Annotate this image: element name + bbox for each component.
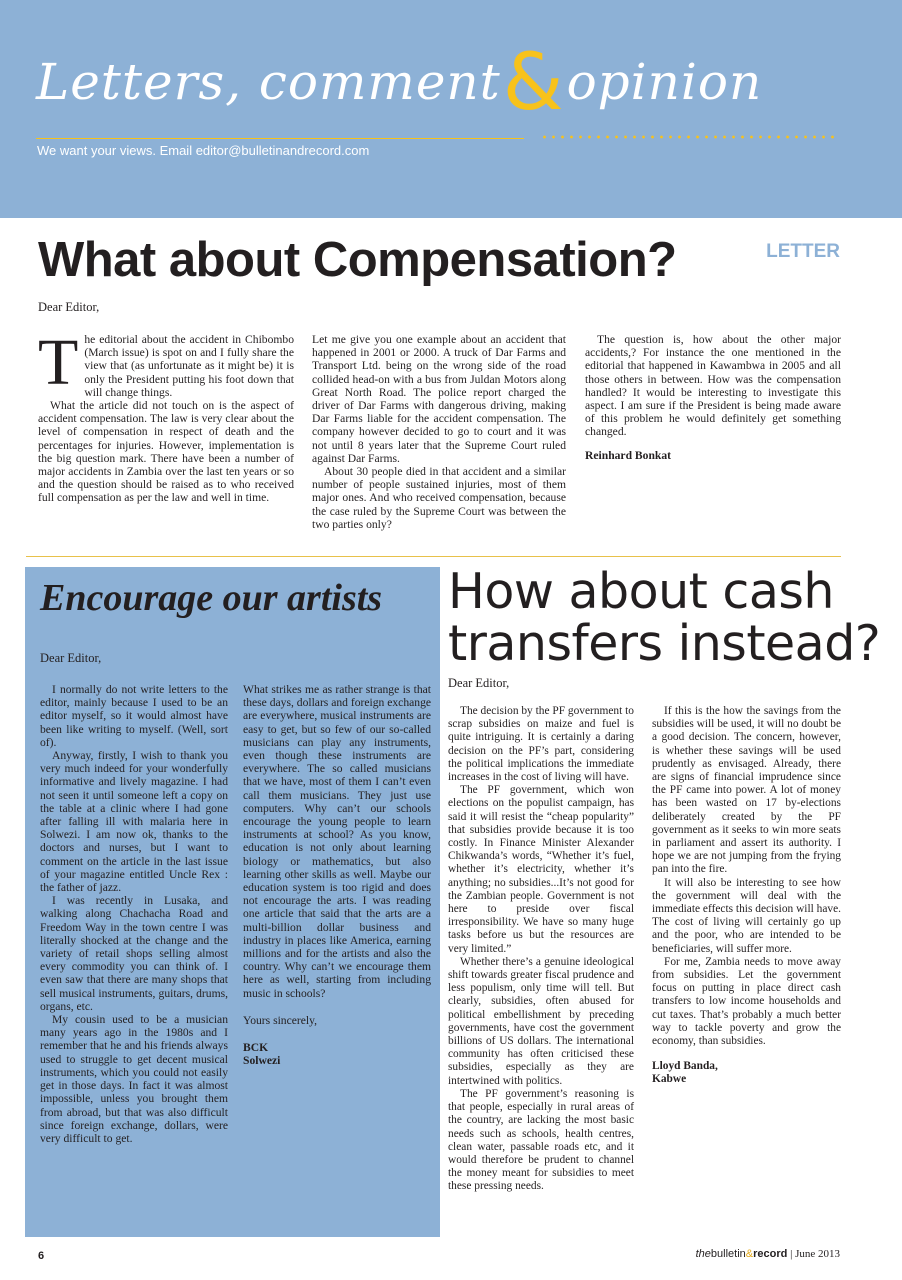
letter1-paragraph-1: The editorial about the accident in Chibombo (March issue) is spot on and I fully share the view that (as unfortunate as it might be) it is only the President putting his foot down that will change things.: [38, 326, 294, 399]
letter3-paragraph-6: It will also be interesting to see how the government will deal with the immediate effects this decision will have. The cost of living will certainly go up and the poor, who are intended to be beneficiaries, will suffer more.: [652, 876, 841, 955]
letter2-paragraph-4: My cousin used to be a musician many years ago in the 1980s and I remember that he and his friends always used to struggle to get decent musical instruments, which you could not easily get in those days. In fact it was almost impossible, unless you brought them from abroad, but that was also difficult since foreign exchange, dollars, were very difficult to get.: [40, 1013, 228, 1145]
banner-dotted-rule: [540, 134, 840, 140]
letter3-paragraph-7: For me, Zambia needs to move away from subsidies. Let the government focus on putting in place direct cash transfers to low income households and cut taxes. That’s probably a much better way to tackle poverty and grow the economy, than subsidies.: [652, 955, 841, 1048]
letter3-salutation: Dear Editor,: [448, 676, 510, 690]
letter3-column-2: [652, 705, 841, 1087]
letter3-paragraph-2: The PF government, which won elections on the populist campaign, has said it will resist the “cheap popularity” that subsidies provide because it is too costly. In Finance Minister Alexander Chikwanda’s words, “Whether it’s fuel, whether it’s electricity, whether it’s anything; no subsidies...It’s not good for the Zambian people. Government is not here to preside over fiscal irresponsibility. We have so many huge tasks before us but the resources are very limited.”: [448, 784, 634, 955]
letter3-paragraph-3: Whether there’s a genuine ideological shift towards greater fiscal prudence and less populism, only time will tell. But clearly, subsidies, often abused for political embellishment by preceding governments, have cost the government billions of US dollars. The international community has often criticised these subsidies, especially as they are intertwined with politics.: [448, 955, 634, 1087]
letter1-headline: What about Compensation?: [38, 233, 677, 287]
masthead-bulletin: bulletin: [710, 1248, 746, 1260]
drop-cap: T: [38, 326, 79, 399]
letter3-paragraph-4: The PF government’s reasoning is that people, especially in rural areas of the country, are lacking the most basic needs such as schools, health centres, clean water, passable roads etc, and it would therefore be prudent to channel the money meant for subsidies to meet these pressing needs.: [448, 1087, 634, 1193]
letter2-column-1: [40, 683, 228, 1145]
section-title-right: opinion: [566, 53, 763, 111]
letter2-headline: Encourage our artists: [40, 577, 383, 619]
letter1-paragraph-3: Let me give you one example about an accident that happened in 2001 or 2000. A truck of Dar Farms and Transport Ltd. being on the wrong side of the road collided head-on with a bus from Juldan Motors along Great North Road. The police report charged the driver of Dar Farms with dangerous driving, making Dar Farms liable for the accident compensation. The company however decided to go to court and it was not until 8 years later that the Supreme Court ruled against Dar Farms.: [312, 333, 566, 465]
letter3-column-1: [448, 705, 634, 1194]
letter-tag: LETTER: [766, 241, 840, 262]
letter2-signature-name: BCK: [243, 1041, 269, 1055]
letter1-column-2: [312, 333, 566, 531]
letter2-paragraph-2: Anyway, firstly, I wish to thank you very much indeed for your wonderfully informative and lively magazine. I had not seen it until someone left a copy on the table at a clinic where I had gone after falling ill with malaria here in Solwezi. I am now ok, thanks to the doctors and nurses, but I want to comment on the article in the last issue of your magazine entitled Uncle Rex : the father of jazz.: [40, 749, 228, 895]
letter1-salutation: Dear Editor,: [38, 300, 100, 314]
letter1-column-1: [38, 326, 294, 545]
letter3-headline: [448, 563, 881, 672]
masthead-ampersand: &: [745, 1248, 754, 1260]
letter2-signature-place: Solwezi: [243, 1054, 281, 1068]
masthead-record: record: [753, 1248, 788, 1260]
letter1-signature: Reinhard Bonkat: [585, 448, 672, 462]
banner-subtitle: We want your views. Email editor@bulletinandrecord.com: [37, 143, 370, 158]
section-divider: [26, 556, 841, 557]
banner-rule: [36, 138, 524, 139]
letter2-paragraph-5: What strikes me as rather strange is that these days, dollars and foreign exchange are everywhere, musical instruments are easy to get, but so few of our so-called musicians can play any instruments, even though these instruments are everywhere. The so called musicians that we have, most of them I can’t even call them musicians. They just use computers. Why can’t our schools encourage the young people to learn instruments at school? As you know, education is not only about learning biology or mathematics, but also learning other skills as well. Maybe our education system is too rigid and does not encourage the arts. I was reading one article that said that the arts are a multi-billion dollar business and industry in places like America, earning millions and for the artists and also the country. Why can’t we encourage them here as well, starting from including music in schools?: [243, 683, 432, 1000]
letter1-paragraph-4: About 30 people died in that accident and a similar number of people sustained injuries, most of them major ones. And who received compensation, because the case ruled by the Supreme Court was between the two parties only?: [312, 465, 566, 531]
ampersand-mark: &: [502, 38, 565, 128]
letter1-column-3: [585, 333, 841, 462]
letter3-paragraph-5: If this is the how the savings from the subsidies will be used, it will no doubt be a good decision. The concern, however, is whether these savings will be used prudently as envisaged. Already, there are signs of financial imprudence since the PF came into power. A lot of money has been wasted on 17 by-elections deliberately created by the PF government as it seeks to win more seats in parliament and assert its authority. I hope we are not jumping from the frying pan into the fire.: [652, 705, 841, 876]
letter3-signature-name: Lloyd Banda,: [652, 1060, 718, 1073]
letter2-column-2: [243, 683, 431, 1067]
letter2-salutation: Dear Editor,: [40, 651, 102, 665]
letter3-paragraph-1: The decision by the PF government to scrap subsidies on maize and fuel is quite intriguing. It is certainly a daring decision on the PF’s part, considering the political implications the immediate increases in the cost of living will have.: [448, 705, 634, 784]
page-number: 6: [38, 1250, 45, 1262]
letter3-signature-place: Kabwe: [652, 1073, 687, 1086]
letter2-closing: Yours sincerely,: [243, 1013, 318, 1027]
footer-separator: |: [787, 1248, 796, 1260]
section-title: [36, 38, 763, 128]
letter3-headline-line-2: transfers instead?: [448, 615, 881, 672]
letter2-paragraph-3: I was recently in Lusaka, and walking along Chachacha Road and Freedom Way in the town centre I was literally shocked at the change and the variety of retail shops selling almost every commodity you can think of. I even saw that there are many shops that sell musical instruments, guitars, drums, organs, etc.: [40, 894, 228, 1013]
section-title-left: Letters, comment: [36, 53, 501, 111]
footer-masthead: [696, 1248, 840, 1260]
section-banner: [0, 0, 902, 218]
letter1-paragraph-2: What the article did not touch on is the aspect of accident compensation. The law is very clear about the level of compensation in respect of death and the percentages for injuries. However, implementation is the big question mark. There have been a number of major accidents in Zambia over the last ten years or so and the question should be raised as to who received full compensation as per the law and well in time.: [38, 399, 294, 505]
letter1-paragraph-5: The question is, how about the other major accidents,? For instance the one mentioned in the editorial that happened in Kawambwa in 2005 and all those others in between. How was the compensation handled? It would be interesting to investigate this aspect. I am sure if the President is being made aware of this problem he would definitely get something changed.: [585, 333, 841, 439]
masthead-the: the: [695, 1248, 711, 1260]
issue-date: June 2013: [795, 1248, 840, 1260]
letter2-paragraph-1: I normally do not write letters to the editor, mainly because I used to be an editor myself, so it would almost have been like writing to myself. (Well, sort of).: [40, 683, 228, 749]
letter3-headline-line-1: How about cash: [448, 563, 834, 620]
